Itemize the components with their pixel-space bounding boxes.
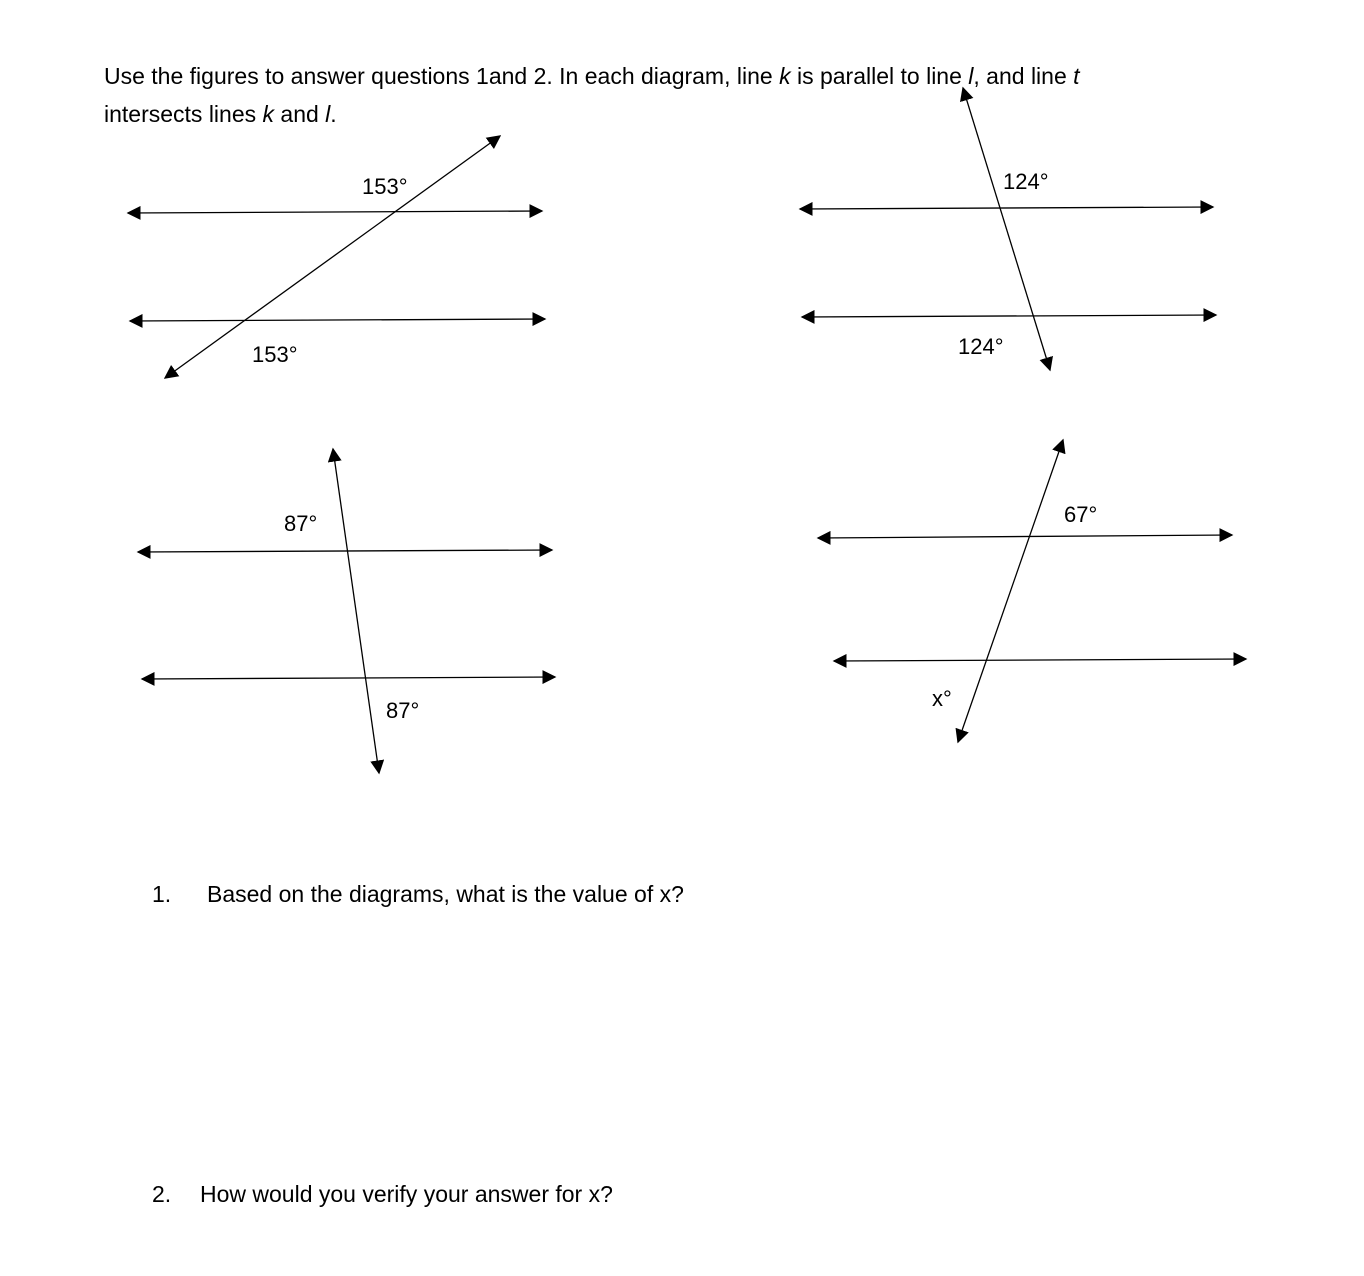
angle-label-bottom: x° bbox=[932, 686, 952, 711]
line-k bbox=[818, 535, 1232, 538]
angle-label-bottom: 124° bbox=[958, 334, 1004, 359]
line-t bbox=[165, 136, 500, 378]
line-k bbox=[138, 550, 552, 552]
angle-label-top: 87° bbox=[284, 511, 318, 536]
figure-2 bbox=[800, 88, 1216, 370]
figure-1 bbox=[128, 136, 545, 378]
line-l bbox=[130, 319, 545, 321]
line-k bbox=[800, 207, 1213, 209]
line-l bbox=[834, 659, 1246, 661]
question-2-text: How would you verify your answer for x? bbox=[200, 1181, 613, 1207]
instr-var-l: l bbox=[968, 63, 974, 89]
question-2-number: 2. bbox=[152, 1181, 172, 1207]
angle-label-bottom: 87° bbox=[386, 698, 420, 723]
instr-text: intersects lines bbox=[104, 101, 263, 127]
question-1-text: Based on the diagrams, what is the value of x? bbox=[207, 881, 684, 907]
line-l bbox=[142, 677, 555, 679]
figure-3 bbox=[138, 449, 555, 773]
instr-var-k: k bbox=[262, 101, 275, 127]
instr-var-l: l bbox=[325, 101, 331, 127]
instr-var-t: t bbox=[1073, 63, 1080, 89]
angle-label-bottom: 153° bbox=[252, 342, 298, 367]
instr-var-k: k bbox=[779, 63, 791, 89]
line-k bbox=[128, 211, 542, 213]
angle-label-top: 67° bbox=[1064, 502, 1098, 527]
instr-text: and bbox=[274, 101, 326, 127]
line-t bbox=[958, 440, 1063, 742]
line-l bbox=[802, 315, 1216, 317]
instr-text: Use the figures to answer questions 1and 2. In each diagram, line bbox=[104, 63, 780, 89]
figure-4 bbox=[818, 440, 1246, 742]
line-t bbox=[963, 88, 1050, 370]
angle-label-top: 124° bbox=[1003, 169, 1049, 194]
angle-label-top: 153° bbox=[362, 174, 408, 199]
instr-text: . bbox=[330, 101, 337, 127]
question-1-number: 1. bbox=[152, 881, 172, 907]
instr-text: , and line bbox=[973, 63, 1074, 89]
line-t bbox=[333, 449, 379, 773]
instr-text: is parallel to line bbox=[790, 63, 969, 89]
